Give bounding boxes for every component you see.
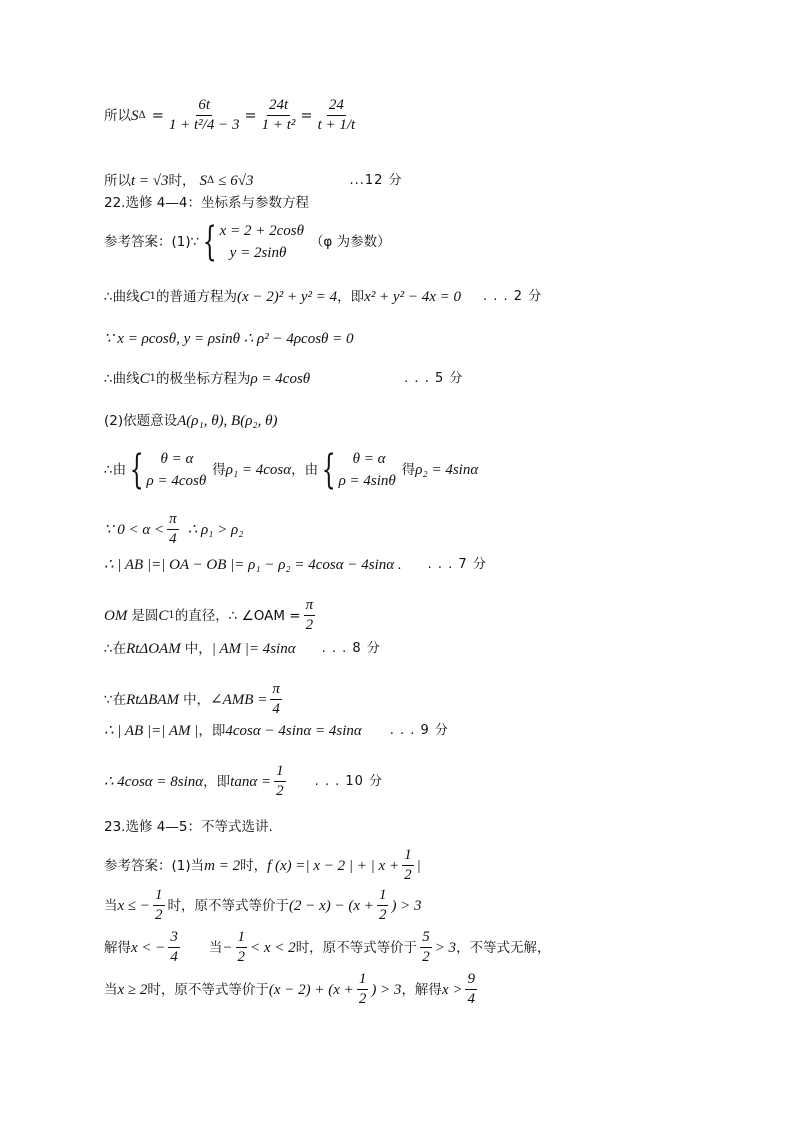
question-23-title: 23.选修 4—5：不等式选讲. bbox=[104, 819, 273, 835]
step-line: 当 x ≤ − $\frac{1}{2}$ 时，原不等式等价于 (2 − x) − (x + $\frac{1}{2}$ ) > 3 bbox=[104, 887, 422, 923]
step-line: 当 x ≥ 2 时，原不等式等价于 (x − 2) + (x + $\frac{1}{2}$ ) > 3 ，解得 x > $\frac{9}{4}$ bbox=[104, 971, 475, 1007]
score-label: . . . 10 分 bbox=[314, 773, 384, 789]
score-label: . . . 7 分 bbox=[427, 557, 487, 572]
step-line: ∴ 4cosα = 8sinα ，即 tanα = $\frac{1}{2}$ . . . 10 分 bbox=[104, 763, 384, 799]
score-label: ...12 分 bbox=[349, 173, 403, 188]
step-line: ∴曲线 C 1 的普通方程为 (x − 2)² + y² = 4 ，即 x² + y² − 4x = 0 . . . 2 分 bbox=[104, 289, 543, 305]
step-line: ∵在 RtΔBAM 中， ∠AMB = $\frac{\pi}{4}$ bbox=[104, 681, 280, 717]
equation-system: θ = α ρ = 4cosθ bbox=[146, 451, 207, 489]
score-label: . . . 9 分 bbox=[389, 723, 449, 738]
step-line: ∴曲线 C 1 的极坐标方程为 ρ = 4cosθ . . . 5 分 bbox=[104, 371, 464, 387]
step-line: ∵ 0 < α < $\frac{\pi}{4}$ ∴ ρ₁ > ρ₂ bbox=[104, 511, 244, 547]
step-line: ∴ | AB |=| OA − OB |= ρ₁ − ρ₂ = 4cosα − 4sinα . . . . 7 分 bbox=[104, 557, 487, 573]
step-line: ∴由 { θ = α ρ = 4cosθ 得 ρ₁ = 4cosα ，由 { θ = α ρ = 4sinθ 得 ρ₂ = 4sinα bbox=[104, 447, 479, 493]
step-line: ∵ x = ρcosθ, y = ρsinθ ∴ ρ² − 4ρcosθ = 0 bbox=[104, 331, 354, 347]
step-line: ∴ | AB |=| AM | ，即 4cosα − 4sinα = 4sinα . . . 9 分 bbox=[104, 723, 449, 739]
step-line: (2)依题意设 A(ρ₁, θ), B(ρ₂, θ) bbox=[104, 413, 278, 429]
question-22-title: 22.选修 4—4：坐标系与参数方程 bbox=[104, 195, 309, 211]
area-result-line: 所以 t = √3 时， S Δ ≤ 6√3 ...12 分 bbox=[104, 173, 403, 189]
step-line: OM 是圆 C 1 的直径，∴ ∠OAM = $\frac{\pi}{2}$ bbox=[104, 597, 314, 633]
step-line: 参考答案：(1)当 m = 2 时， f (x) =| x − 2 | + | x + $\frac{1}{2}$ | bbox=[104, 847, 421, 883]
parametric-equation-line: 参考答案：(1)∵ { x = 2 + 2cosθ y = 2sinθ （φ 为参数） bbox=[104, 219, 391, 265]
fraction: $\frac{24t}{\text{1 + t²}}$ bbox=[261, 97, 296, 133]
fraction: $\frac{24}{t + 1/t}$ bbox=[317, 97, 356, 133]
area-fraction-line: 所以 S Δ = $\frac{6t}{\text{1 + t²/4 − 3}}$ = $\frac{24t}{\text{1 + t²}}$ = $\frac{24}{t + 1/t}$ bbox=[104, 97, 356, 133]
equation-system: x = 2 + 2cosθ y = 2sinθ bbox=[219, 223, 304, 261]
score-label: . . . 2 分 bbox=[483, 289, 543, 304]
score-label: . . . 8 分 bbox=[321, 641, 381, 656]
step-line: ∴在 RtΔOAM 中， | AM |= 4sinα . . . 8 分 bbox=[104, 641, 381, 657]
fraction: $\frac{6t}{\text{1 + t²/4 − 3}}$ bbox=[168, 97, 240, 133]
equation-system: θ = α ρ = 4sinθ bbox=[338, 451, 396, 489]
subscript: Δ bbox=[138, 109, 146, 121]
score-label: . . . 5 分 bbox=[404, 371, 464, 386]
math: S bbox=[131, 107, 139, 124]
step-line: 解得 x < − $\frac{3}{4}$ 当 − $\frac{1}{2}$ < x < 2 时，原不等式等价于 $\frac{5}{2}$ > 3 ，不等式无解， bbox=[104, 929, 551, 965]
label: 所以 bbox=[104, 107, 131, 124]
